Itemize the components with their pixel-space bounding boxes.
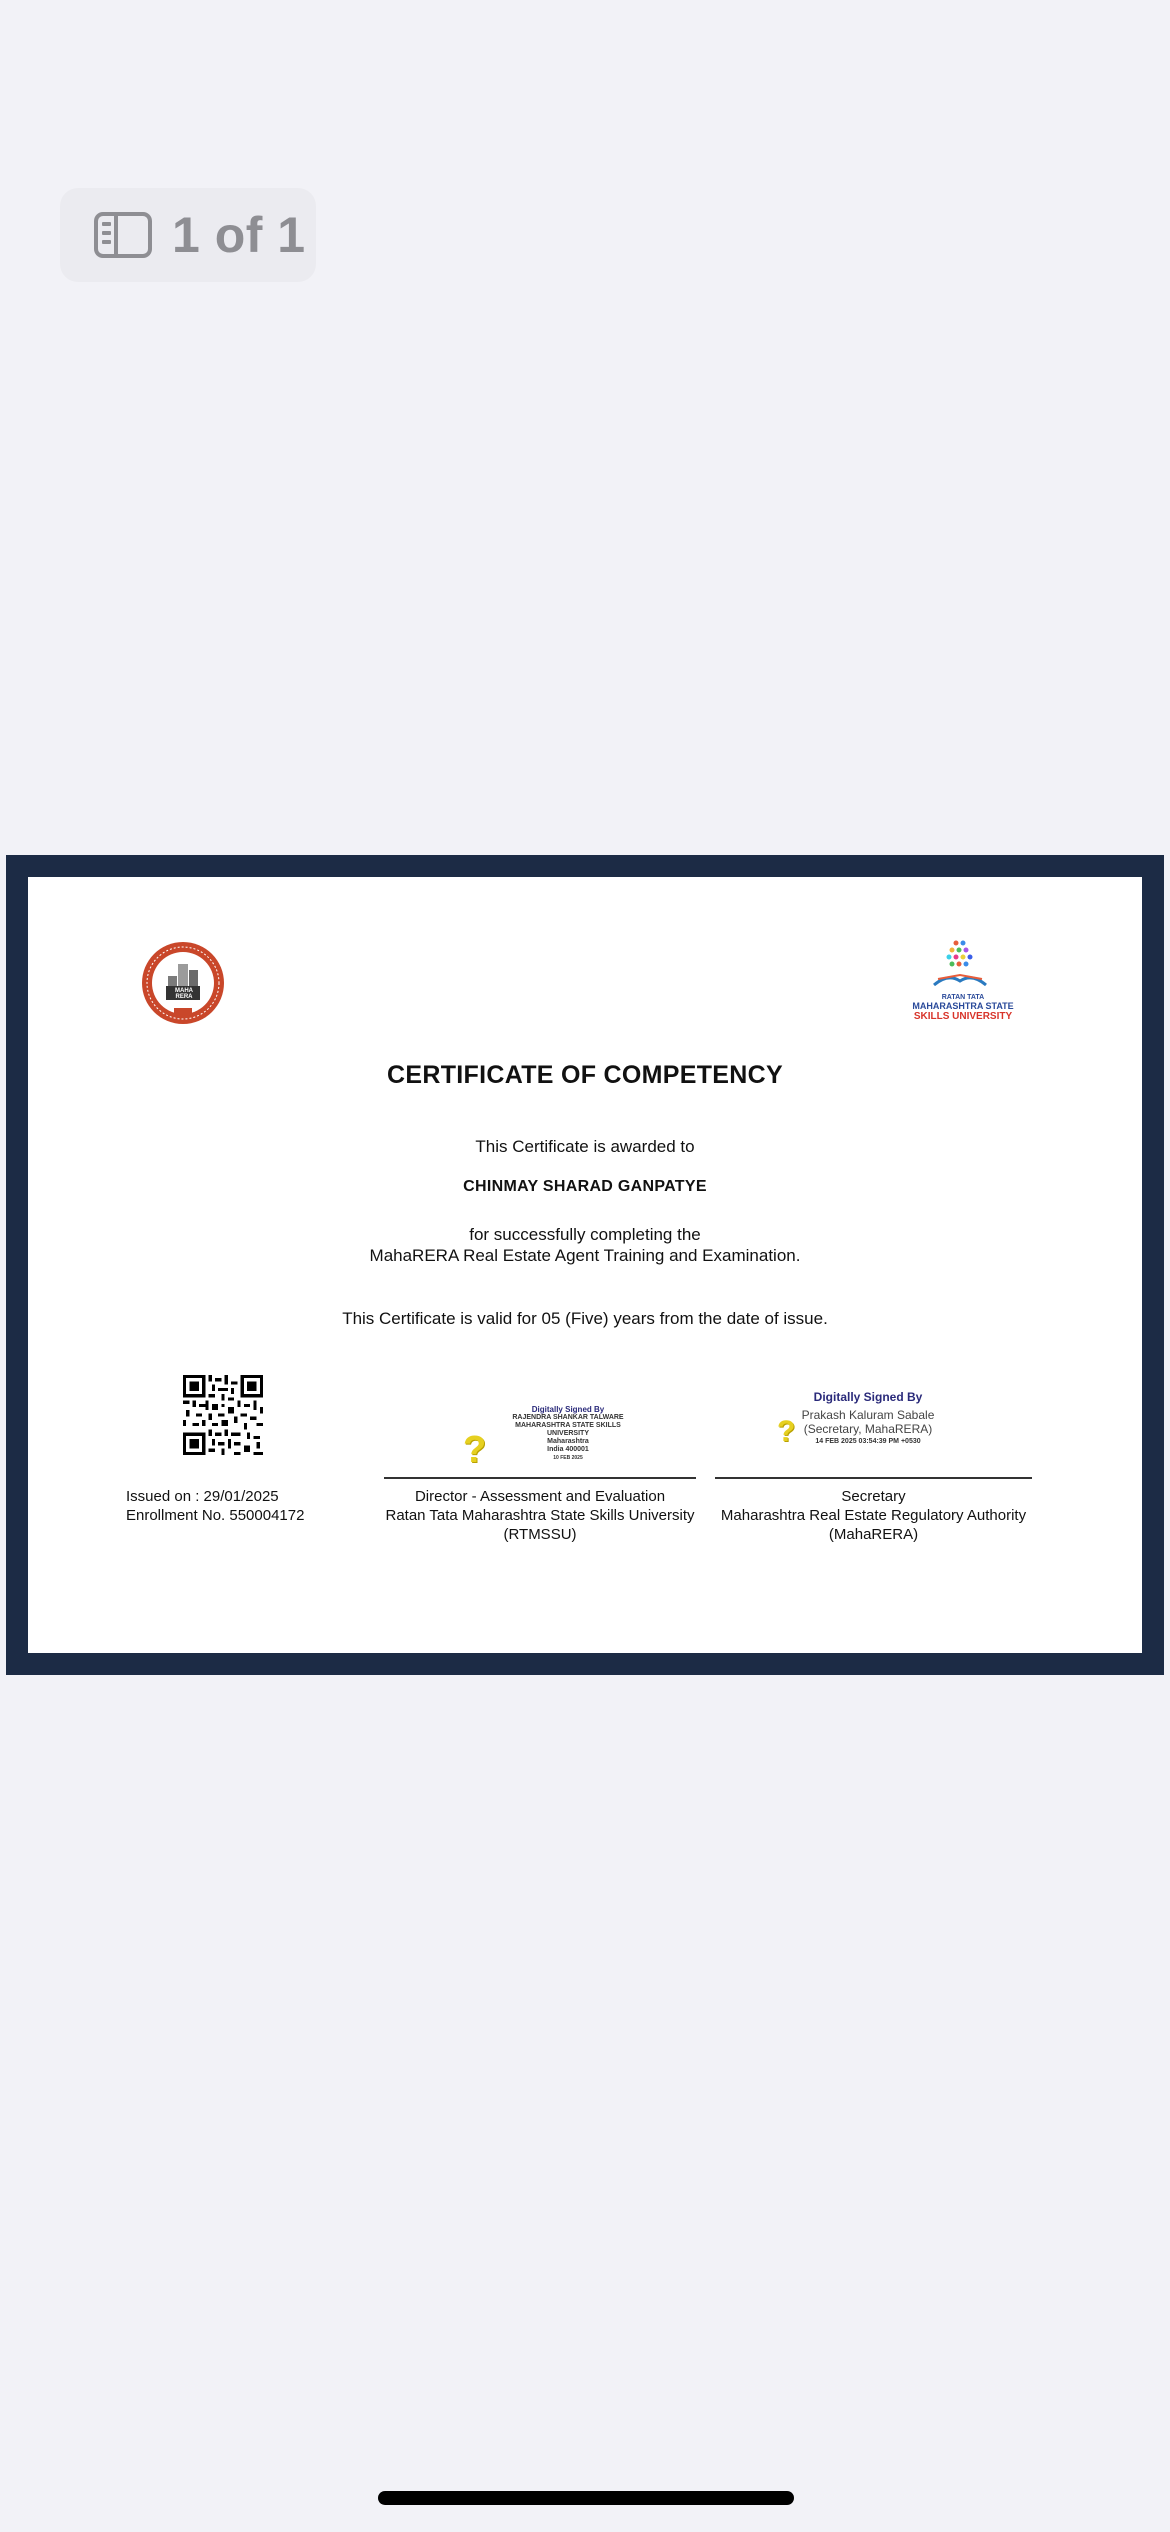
maharera-logo xyxy=(140,940,226,1026)
rtmssu-line1: MAHARASHTRA STATE xyxy=(912,1001,1014,1011)
secretary-org-abbr: (MahaRERA) xyxy=(828,1526,919,1543)
completion-line-1: for successfully completing the xyxy=(469,1225,701,1244)
sig2-role: (Secretary, MahaRERA) xyxy=(803,1422,933,1436)
certificate-title: CERTIFICATE OF COMPETENCY xyxy=(387,1061,783,1089)
sig1-line: India 400001 xyxy=(547,1446,589,1453)
sig1-line: Maharashtra xyxy=(547,1438,589,1445)
sig1-line: RAJENDRA SHANKAR TALWARE xyxy=(512,1414,624,1421)
recipient-name: CHINMAY SHARAD GANPATYE xyxy=(463,1178,707,1195)
page-count: 1 of 1 xyxy=(172,207,306,263)
sig2-head: Digitally Signed By xyxy=(813,1390,923,1404)
signature-unverified-icon: ? xyxy=(777,1415,796,1448)
validity-text: This Certificate is valid for 05 (Five) years from the date of issue. xyxy=(342,1309,828,1328)
enrollment-number: Enrollment No. 550004172 xyxy=(126,1507,305,1524)
home-indicator[interactable] xyxy=(378,2491,794,2505)
director-org: Ratan Tata Maharashtra State Skills University xyxy=(385,1507,695,1524)
qr-code xyxy=(183,1375,263,1455)
secretary-org: Maharashtra Real Estate Regulatory Authority xyxy=(720,1507,1027,1524)
certificate-page xyxy=(28,877,1142,1653)
sig1-line: UNIVERSITY xyxy=(546,1430,589,1437)
page-indicator[interactable] xyxy=(60,188,316,282)
rera-seal-text: MAHA RERA xyxy=(175,988,193,1000)
signature-unverified-icon: ? xyxy=(463,1429,487,1471)
signature-line xyxy=(384,1477,696,1479)
issued-date: Issued on : 29/01/2025 xyxy=(126,1488,279,1505)
rtmssu-line2: SKILLS UNIVERSITY xyxy=(913,1011,1013,1022)
digital-signature-rtmssu xyxy=(468,1406,668,1462)
awarded-text: This Certificate is awarded to xyxy=(475,1137,695,1156)
secretary-title: Secretary xyxy=(841,1488,906,1505)
certificate-document xyxy=(6,855,1164,1675)
signature-line xyxy=(715,1477,1032,1479)
director-org-abbr: (RTMSSU) xyxy=(503,1526,577,1543)
sig2-name: Prakash Kaluram Sabale xyxy=(801,1408,935,1422)
sig1-line: 10 FEB 2025 xyxy=(553,1455,583,1461)
sidebar-icon xyxy=(94,212,152,258)
completion-line-2: MahaRERA Real Estate Agent Training and Examination. xyxy=(369,1246,801,1265)
rtmssu-logo xyxy=(906,939,1020,1025)
sig1-line: Digitally Signed By xyxy=(531,1405,605,1414)
rtmssu-top-text: RATAN TATA xyxy=(941,994,985,1001)
sig1-line: MAHARASHTRA STATE SKILLS xyxy=(515,1422,621,1429)
director-title: Director - Assessment and Evaluation xyxy=(414,1488,666,1505)
sig2-date: 14 FEB 2025 03:54:39 PM +0530 xyxy=(815,1438,921,1445)
